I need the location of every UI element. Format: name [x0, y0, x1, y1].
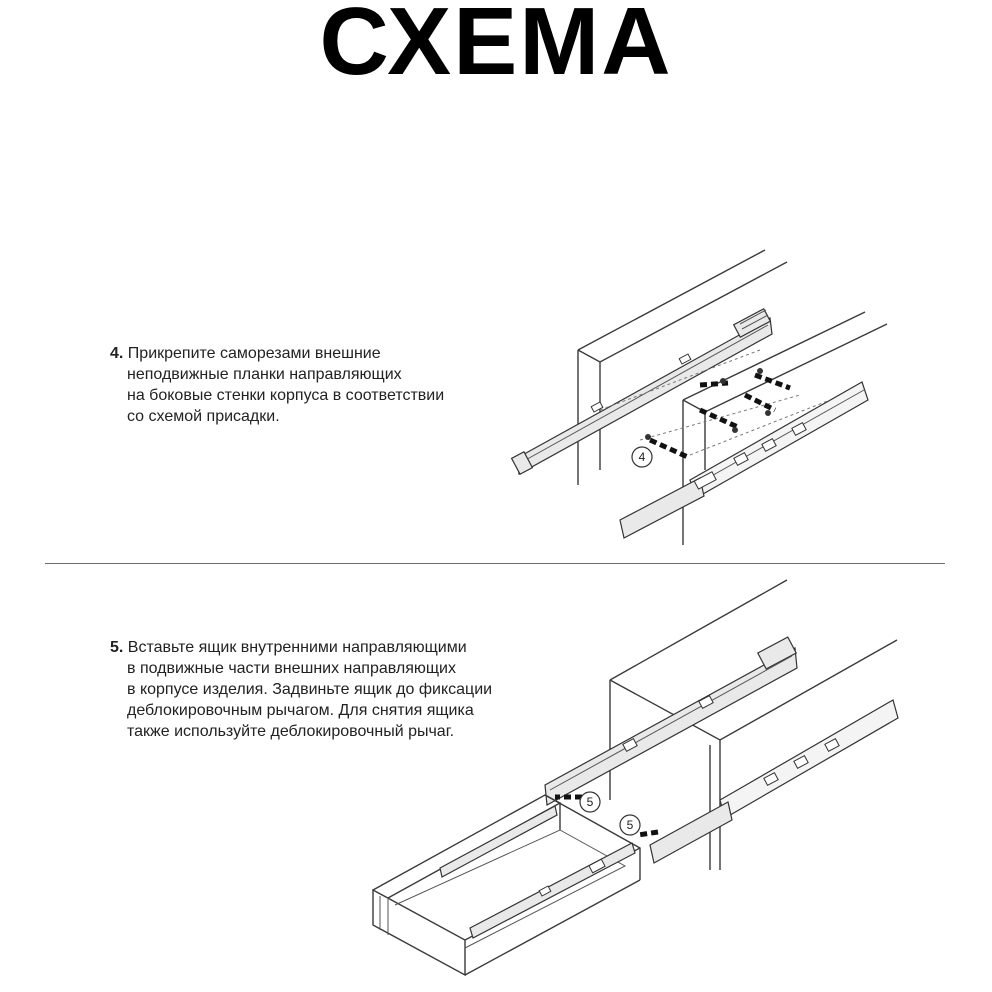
step-4-line-3: на боковые стенки корпуса в соответствии — [127, 387, 445, 404]
step-5-number: 5. — [110, 639, 124, 656]
drawer-bottom — [395, 830, 625, 948]
screw — [757, 368, 763, 374]
step-5-line-4: деблокировочным рычагом. Для снятия ящика — [127, 702, 474, 719]
right-rail-front-piece — [620, 478, 704, 538]
step-4-line-4: со схемой присадки. — [127, 408, 280, 425]
svg-text:5: 5 — [626, 818, 634, 832]
screw-arrow-4 — [745, 395, 775, 410]
screw — [645, 434, 651, 440]
svg-text:5: 5 — [586, 795, 594, 809]
page-title: СХЕМА — [319, 0, 673, 95]
screw — [732, 427, 738, 433]
cabinet-right-panel-front — [683, 400, 705, 545]
screw — [765, 410, 771, 416]
right-outer-rail — [690, 382, 868, 498]
step-4-line-1: 4. Прикрепите саморезами внешние — [110, 345, 381, 362]
screw — [720, 378, 726, 384]
right-outer-rail-installed — [720, 700, 898, 818]
drawer-left-side — [373, 795, 560, 898]
step-5-illustration — [373, 580, 898, 975]
step-4-number: 4. — [110, 345, 124, 362]
drawer-inner-rail-left — [440, 806, 557, 877]
step-5-badge-right — [620, 815, 640, 835]
step-4-illustration — [512, 250, 887, 545]
step-4-badge — [632, 447, 652, 467]
step-5-line-1: 5. Вставьте ящик внутренними направляющими — [110, 639, 467, 656]
drawer-right-side — [465, 848, 640, 975]
cabinet-right-panel — [710, 740, 720, 870]
step-5-line-3: в корпусе изделия. Задвиньте ящик до фиксации — [127, 681, 493, 698]
cabinet-top-left-edge — [578, 250, 765, 350]
screw-arrow-5 — [650, 440, 690, 458]
cabinet-top-back-edge — [578, 262, 787, 362]
step-5-badge-left — [580, 792, 600, 812]
step-5-line-5: также используйте деблокировочный рычаг. — [127, 723, 455, 740]
drawer-inner-rail-right — [470, 843, 635, 938]
cabinet-top-edge — [610, 580, 897, 740]
insert-arrow-right — [638, 832, 658, 835]
svg-text:4: 4 — [638, 450, 646, 464]
drawer-front-panel — [373, 890, 465, 975]
step-5-line-2: в подвижные части внешних направляющих — [127, 660, 456, 677]
step-4-line-2: неподвижные планки направляющих — [127, 366, 402, 383]
screw-arrow-3 — [700, 410, 740, 428]
